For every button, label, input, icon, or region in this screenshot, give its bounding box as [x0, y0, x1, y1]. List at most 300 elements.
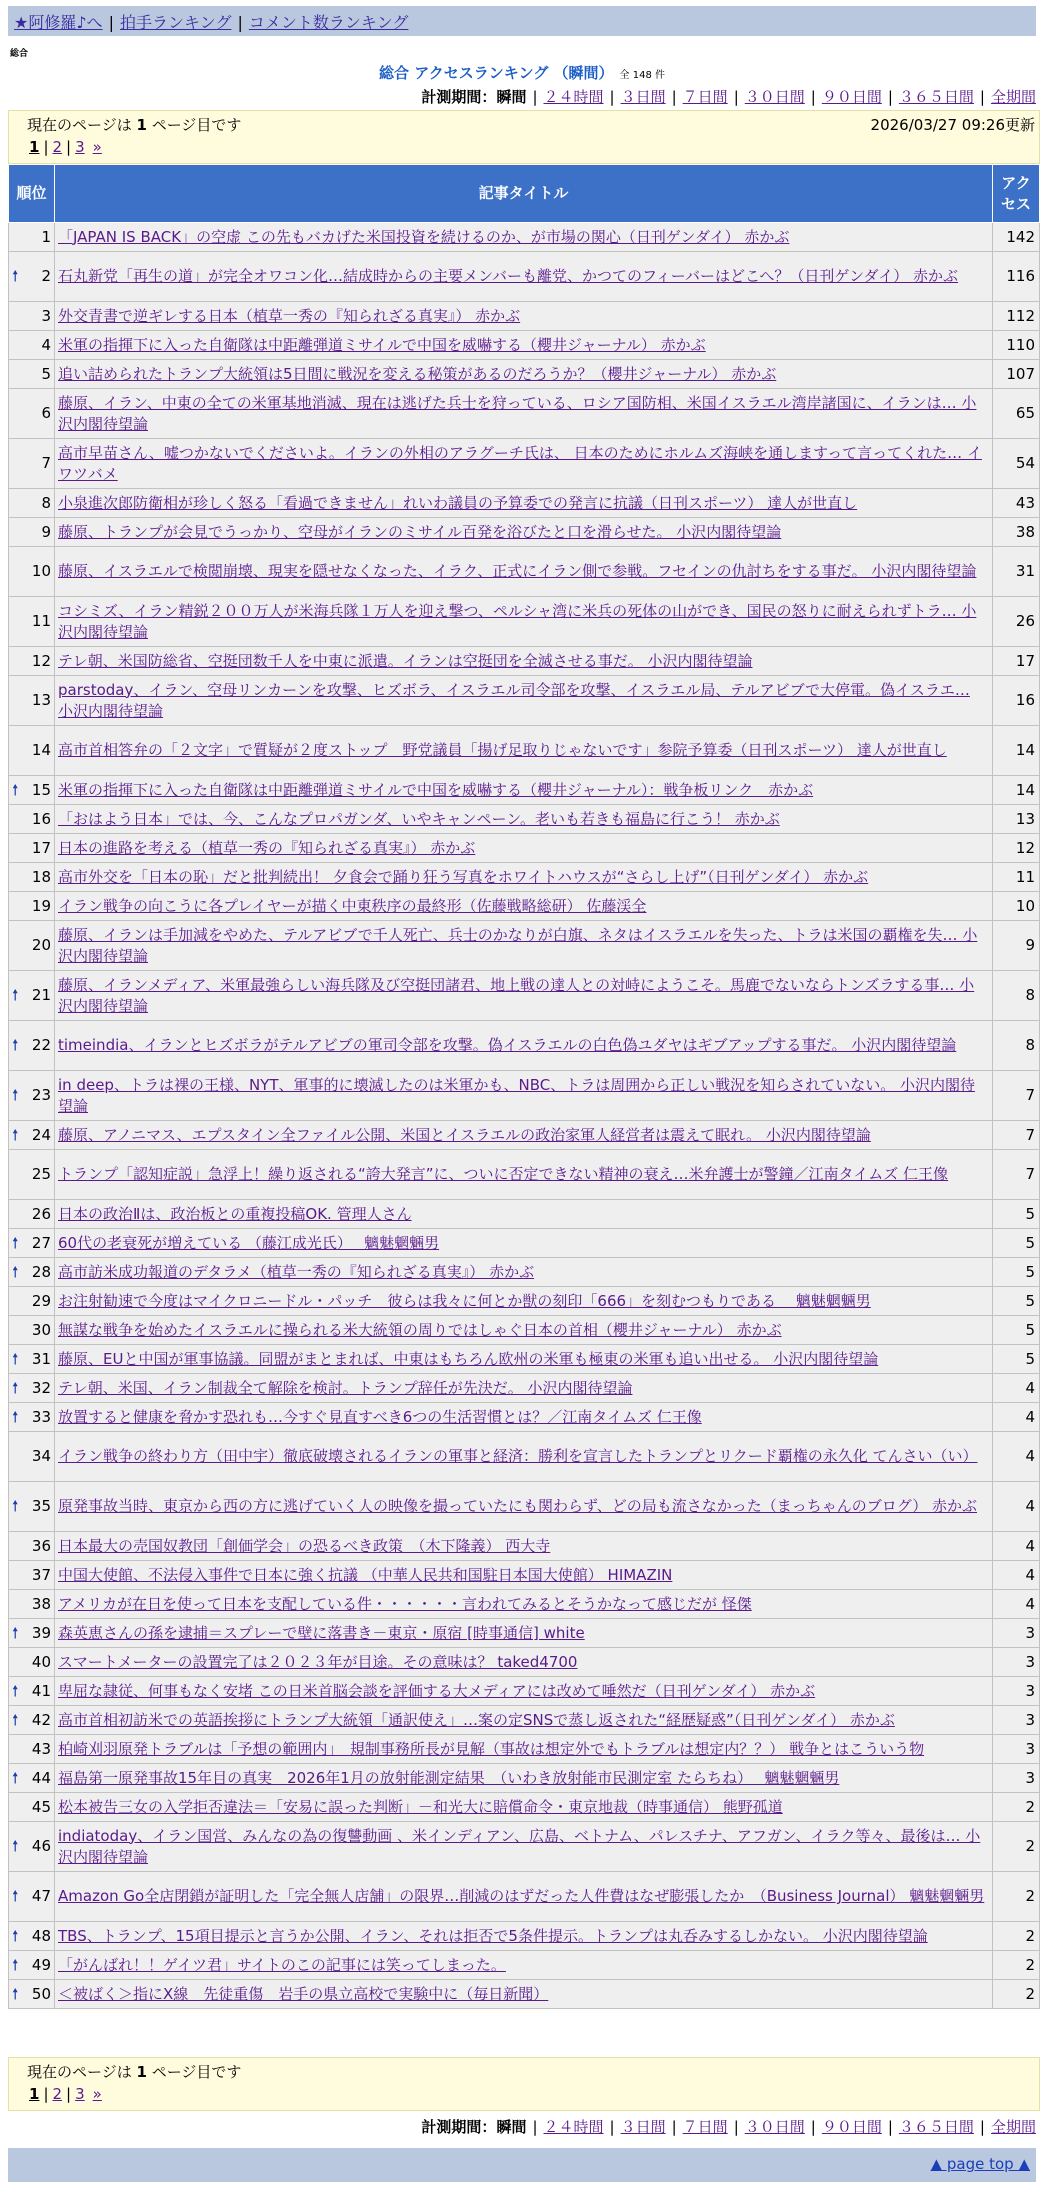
pager-next[interactable]: »: [92, 2085, 102, 2103]
article-link[interactable]: 藤原、イランメディア、米軍最強らしい海兵隊及び空挺団諸君、地上戦の達人との対峙にようこそ。馬鹿でないならトンズラする事… 小沢内閣待望論: [58, 975, 975, 1015]
access-count: 107: [993, 360, 1040, 389]
table-row: [9, 1287, 1040, 1316]
pager-page-3[interactable]: 3: [75, 138, 85, 156]
title-cell: [55, 1482, 993, 1532]
article-link[interactable]: 石丸新党「再生の道」が完全オワコン化…結成時からの主要メンバーも離党、かつてのフィーバーはどこへ？（日刊ゲンダイ） 赤かぶ: [58, 267, 958, 285]
title-cell: [55, 1872, 993, 1922]
period-option-3[interactable]: ７日間: [682, 2118, 728, 2136]
rank-cell: [9, 439, 55, 489]
rank-number: 20: [31, 936, 51, 954]
article-link[interactable]: 藤原、イスラエルで検閲崩壊、現実を隠せなくなった、イラク、正式にイラン側で参戦。フセインの仇討ちをする事だ。 小沢内閣待望論: [58, 562, 977, 580]
rank-number: 39: [31, 1623, 51, 1642]
rank-number: 3: [41, 306, 51, 325]
rank-cell: [9, 921, 55, 971]
period-separator: |: [733, 88, 739, 106]
access-count: 43: [993, 489, 1040, 518]
rank-cell: [9, 1619, 55, 1648]
rank-cell: [9, 1822, 55, 1872]
rank-cell: [9, 1532, 55, 1561]
period-separator: |: [979, 88, 985, 106]
title-cell: [55, 331, 993, 360]
table-row: [9, 726, 1040, 776]
pager-top: [29, 138, 102, 156]
article-link[interactable]: 日本の進路を考える（植草一秀の『知られざる真実』） 赤かぶ: [58, 838, 476, 857]
article-link[interactable]: 外交青書で逆ギレする日本（植草一秀の『知られざる真実』） 赤かぶ: [58, 306, 521, 325]
table-row: [9, 1980, 1040, 2009]
table-row: [9, 1648, 1040, 1677]
table-row: [9, 1200, 1040, 1229]
title-cell: [55, 1735, 993, 1764]
access-count: 31: [993, 547, 1040, 597]
rank-cell: [9, 676, 55, 726]
access-count: 5: [993, 1200, 1040, 1229]
access-count: 14: [993, 726, 1040, 776]
title-cell: [55, 1229, 993, 1258]
period-option-2[interactable]: ３日間: [620, 2118, 666, 2136]
period-selector-bottom: [421, 2116, 1036, 2137]
article-link[interactable]: 60代の老衰死が増えている （藤江成光氏） 魑魅魍魎男: [58, 1233, 440, 1252]
rank-up-arrow-icon: 🠕: [12, 1710, 19, 1729]
access-count: 3: [993, 1735, 1040, 1764]
access-count: 4: [993, 1590, 1040, 1619]
rank-up-arrow-icon: 🠕: [12, 1233, 19, 1252]
access-count: 54: [993, 439, 1040, 489]
article-link[interactable]: 無謀な戦争を始めたイスラエルに操られる米大統領の周りではしゃぐ日本の首相（櫻井ジャーナル） 赤かぶ: [58, 1320, 782, 1339]
article-link[interactable]: Amazon Go全店閉鎖が証明した「完全無人店舗」の限界…削減のはずだった人件費はなぜ膨張したか （Business Journal） 魑魅魍魎男: [58, 1887, 985, 1905]
rank-number: 42: [31, 1710, 51, 1729]
table-row: [9, 331, 1040, 360]
rank-number: 16: [31, 809, 51, 828]
rank-number: 35: [31, 1497, 51, 1515]
rank-cell: [9, 252, 55, 302]
article-link[interactable]: 藤原、EUと中国が軍事協議。同盟がまとまれば、中東はもちろん欧州の米軍も極東の米軍も追い出せる。 小沢内閣待望論: [58, 1349, 879, 1368]
period-label: 計測期間：: [421, 2118, 497, 2136]
table-row: [9, 1071, 1040, 1121]
title-cell: [55, 1071, 993, 1121]
period-current: 瞬間: [496, 2118, 527, 2136]
table-row: [9, 223, 1040, 252]
access-count: 2: [993, 1980, 1040, 2009]
table-row: [9, 547, 1040, 597]
rank-number: 14: [31, 741, 51, 759]
access-count: 7: [993, 1121, 1040, 1150]
period-option-3[interactable]: ７日間: [682, 88, 728, 106]
access-count: 2: [993, 1822, 1040, 1872]
rank-cell: [9, 1648, 55, 1677]
article-link[interactable]: indiatoday、イラン国営、みんなの為の復讐動画 、米インディアン、広島、ベトナム、パレスチナ、アフガン、イラク等々、最後は… 小沢内閣待望論: [58, 1826, 981, 1866]
article-link[interactable]: 高市早苗さん、嘘つかないでくださいよ。イランの外相のアラグーチ氏は、 日本のためにホルムズ海峡を通しますって言ってくれた… イワツバメ: [58, 443, 982, 483]
table-row: [9, 834, 1040, 863]
rank-cell: [9, 1345, 55, 1374]
title-cell: [55, 1200, 993, 1229]
article-link[interactable]: テレ朝、米国、イラン制裁全て解除を検討。トランプ辞任が先決だ。 小沢内閣待望論: [58, 1378, 633, 1397]
rank-cell: [9, 1980, 55, 2009]
access-count: 5: [993, 1258, 1040, 1287]
article-link[interactable]: 米軍の指揮下に入った自衛隊は中距離弾道ミサイルで中国を威嚇する（櫻井ジャーナル）：戦争板リンク 赤かぶ: [58, 780, 814, 799]
article-link[interactable]: 高市首相答弁の「２文字」で質疑が２度ストップ 野党議員「揚げ足取りじゃないです」参院予算委（日刊スポーツ） 達人が世直し: [58, 741, 947, 759]
table-row: [9, 1258, 1040, 1287]
article-link[interactable]: timeindia、イランとヒズボラがテルアビブの軍司令部を攻撃。偽イスラエルの白色偽ユダヤはギブアップする事だ。 小沢内閣待望論: [58, 1036, 957, 1054]
title-cell: [55, 1922, 993, 1951]
col-header-rank: 順位: [9, 165, 55, 223]
title-cell: [55, 1287, 993, 1316]
period-option-6[interactable]: ３６５日間: [898, 88, 974, 106]
rank-number: 27: [31, 1233, 51, 1252]
table-row: [9, 439, 1040, 489]
period-separator: |: [979, 2118, 985, 2136]
rank-number: 15: [31, 780, 51, 799]
title-cell: [55, 547, 993, 597]
article-link[interactable]: 高市首相初訪米での英語挨拶にトランプ大統領「通訳使え」…案の定SNSで蒸し返された“経歴疑惑”（日刊ゲンダイ） 赤かぶ: [58, 1710, 895, 1729]
rank-cell: [9, 518, 55, 547]
article-link[interactable]: イラン戦争の終わり方（田中宇）徹底破壊されるイランの軍事と経済：勝利を宣言したトランプとリクード覇権の永久化 てんさい（い）: [58, 1447, 978, 1465]
title-cell: [55, 1316, 993, 1345]
rank-up-arrow-icon: 🠕: [12, 1887, 19, 1905]
ranking-title: 総合 アクセスランキング （瞬間）: [379, 64, 614, 82]
rank-number: 34: [31, 1447, 51, 1465]
table-header-row: [9, 165, 1040, 223]
access-count: 7: [993, 1150, 1040, 1200]
article-link[interactable]: 「おはよう日本」では、今、こんなプロパガンダ、いやキャンペーン。老いも若きも福島に行こう！ 赤かぶ: [58, 809, 780, 828]
access-count: 7: [993, 1071, 1040, 1121]
table-row: [9, 1316, 1040, 1345]
rank-cell: [9, 805, 55, 834]
article-link[interactable]: 放置すると健康を脅かす恐れも…今すぐ見直すべき6つの生活習慣とは？／江南タイムズ 仁王像: [58, 1407, 702, 1426]
title-cell: [55, 302, 993, 331]
pager-current-page: 1: [29, 2085, 40, 2103]
rank-up-arrow-icon: 🠕: [12, 267, 19, 285]
rank-up-arrow-icon: 🠕: [12, 1768, 19, 1787]
article-link[interactable]: 藤原、トランプが会見でうっかり、空母がイランのミサイル百発を浴びたと口を滑らせた。 小沢内閣待望論: [58, 522, 782, 541]
rank-cell: [9, 597, 55, 647]
rank-cell: [9, 971, 55, 1021]
rank-cell: [9, 1150, 55, 1200]
pager-next[interactable]: »: [92, 138, 102, 156]
period-option-6[interactable]: ３６５日間: [898, 2118, 974, 2136]
article-link[interactable]: 柏崎刈羽原発トラブルは「予想の範囲内」 規制事務所長が見解（事故は想定外でもトラブルは想定内？？） 戦争とはこういう物: [58, 1739, 925, 1758]
article-link[interactable]: 藤原、アノニマス、エプスタイン全ファイル公開、米国とイスラエルの政治家軍人経営者は震えて眠れ。 小沢内閣待望論: [58, 1125, 871, 1144]
rank-up-arrow-icon: 🠕: [12, 1349, 19, 1368]
rank-cell: [9, 223, 55, 252]
rank-up-arrow-icon: 🠕: [12, 1497, 19, 1515]
rank-up-arrow-icon: 🠕: [12, 1407, 19, 1426]
table-row: [9, 776, 1040, 805]
article-link[interactable]: 松本被告三女の入学拒否違法＝「安易に誤った判断」－和光大に賠償命令・東京地裁（時事通信） 熊野孤道: [58, 1797, 783, 1816]
period-option-7[interactable]: 全期間: [990, 88, 1036, 106]
article-link[interactable]: アメリカが在日を使って日本を支配している件・・・・・・言われてみるとそうかなって感じだが 怪傑: [58, 1594, 752, 1613]
col-header-title: 記事タイトル: [55, 165, 993, 223]
rank-cell: [9, 1677, 55, 1706]
period-separator: |: [887, 2118, 893, 2136]
rank-cell: [9, 1200, 55, 1229]
title-cell: [55, 647, 993, 676]
rank-number: 25: [31, 1165, 51, 1183]
article-link[interactable]: 中国大使館、不法侵入事件で日本に強く抗議 （中華人民共和国駐日本国大使館） HIMAZIN: [58, 1565, 673, 1584]
pager-page-2[interactable]: 2: [52, 2085, 63, 2103]
title-cell: [55, 1793, 993, 1822]
page-info-text: [27, 114, 241, 135]
rank-number: 33: [31, 1407, 51, 1426]
article-link[interactable]: 日本の政治Ⅱは、政治板との重複投稿OK. 管理人さん: [58, 1204, 412, 1223]
access-count: 5: [993, 1316, 1040, 1345]
table-row: [9, 1951, 1040, 1980]
article-link[interactable]: 原発事故当時、東京から西の方に逃げていく人の映像を撮っていたにも関わらず、どの局も流さなかった（まっちゃんのブログ） 赤かぶ: [58, 1497, 978, 1515]
total-count: 全 148 件: [619, 70, 665, 81]
rank-up-arrow-icon: 🠕: [12, 1837, 19, 1855]
table-row: [9, 1735, 1040, 1764]
title-cell: [55, 1648, 993, 1677]
title-cell: [55, 1951, 993, 1980]
period-option-1[interactable]: ２４時間: [543, 88, 604, 106]
period-option-1[interactable]: ２４時間: [543, 2118, 604, 2136]
article-link[interactable]: トランプ「認知症説」急浮上！繰り返される“誇大発言”に、ついに否定できない精神の衰え…米弁護士が警鐘／江南タイムズ 仁王像: [58, 1165, 949, 1183]
rank-number: 28: [31, 1262, 51, 1281]
rank-cell: [9, 331, 55, 360]
page-top-link[interactable]: ▲ page top ▲: [930, 2155, 1030, 2173]
title-cell: [55, 1374, 993, 1403]
article-link[interactable]: 福島第一原発事故15年目の真実 2026年1月の放射能測定結果 （いわき放射能市民測定室 たらちね） 魑魅魍魎男: [58, 1768, 840, 1787]
article-link[interactable]: 追い詰められたトランプ大統領は5日間に戦況を変える秘策があるのだろうか？（櫻井ジャーナル） 赤かぶ: [58, 364, 777, 383]
rank-number: 9: [41, 522, 51, 541]
rank-number: 23: [31, 1086, 51, 1104]
home-link[interactable]: ★阿修羅♪へ: [14, 13, 103, 32]
rank-up-arrow-icon: 🠕: [12, 1378, 19, 1397]
article-link[interactable]: テレ朝、米国防総省、空挺団数千人を中東に派遣。イランは空挺団を全滅させる事だ。 小沢内閣待望論: [58, 651, 753, 670]
ranking-table-body: [9, 223, 1040, 2009]
pager-current-page: 1: [29, 138, 40, 156]
rank-cell: [9, 776, 55, 805]
access-count: 2: [993, 1951, 1040, 1980]
access-count: 13: [993, 805, 1040, 834]
col-header-access: アクセス: [993, 165, 1040, 223]
title-cell: [55, 676, 993, 726]
title-cell: [55, 1258, 993, 1287]
access-count: 2: [993, 1872, 1040, 1922]
rank-number: 18: [31, 867, 51, 886]
top-nav-bar: [8, 6, 1036, 36]
rank-cell: [9, 1482, 55, 1532]
access-count: 4: [993, 1403, 1040, 1432]
access-count: 142: [993, 223, 1040, 252]
table-row: [9, 1922, 1040, 1951]
period-separator: |: [532, 2118, 538, 2136]
table-row: [9, 1121, 1040, 1150]
article-link[interactable]: ＜被ばく＞指にX線 先徒重傷 岩手の県立高校で実験中に（毎日新聞）: [58, 1984, 549, 2003]
table-row: [9, 1706, 1040, 1735]
title-cell: [55, 489, 993, 518]
access-count: 26: [993, 597, 1040, 647]
table-row: [9, 360, 1040, 389]
rank-number: 1: [41, 227, 51, 246]
rank-number: 13: [31, 691, 51, 709]
rank-cell: [9, 1764, 55, 1793]
table-row: [9, 1532, 1040, 1561]
rank-number: 17: [31, 838, 51, 857]
rank-up-arrow-icon: 🠕: [12, 986, 19, 1004]
title-cell: [55, 1021, 993, 1071]
rank-cell: [9, 1561, 55, 1590]
access-count: 2: [993, 1922, 1040, 1951]
article-link[interactable]: parstoday、イラン、空母リンカーンを攻撃、ヒズボラ、イスラエル司令部を攻撃、イスラエル局、テルアビブで大停電。偽イスラエ… 小沢内閣待望論: [58, 680, 970, 720]
title-cell: [55, 776, 993, 805]
title-cell: [55, 223, 993, 252]
article-link[interactable]: in deep、トラは裸の王様、NYT、軍事的に壊滅したのは米軍かも、NBC、トラは周囲から正しい戦況を知らされていない。 小沢内閣待望論: [58, 1075, 975, 1115]
period-option-2[interactable]: ３日間: [620, 88, 666, 106]
clap-ranking-link[interactable]: 拍手ランキング: [119, 13, 232, 32]
rank-cell: [9, 1922, 55, 1951]
current-page-number: 1: [136, 116, 147, 134]
rank-up-arrow-icon: 🠕: [12, 1681, 19, 1700]
article-link[interactable]: お注射勧速で今度はマイクロニードル・パッチ 彼らは我々に何とか獣の刻印「666」を刻むつもりである 魑魅魍魎男: [58, 1291, 871, 1310]
updated-timestamp: 2026/03/27 09:26更新: [870, 116, 1035, 134]
table-row: [9, 597, 1040, 647]
title-cell: [55, 863, 993, 892]
table-row: [9, 1677, 1040, 1706]
rank-cell: [9, 1872, 55, 1922]
nav-separator: |: [108, 13, 114, 32]
table-row: [9, 302, 1040, 331]
table-row: [9, 971, 1040, 1021]
rank-number: 48: [31, 1926, 51, 1945]
access-count: 14: [993, 776, 1040, 805]
article-link[interactable]: 米軍の指揮下に入った自衛隊は中距離弾道ミサイルで中国を威嚇する（櫻井ジャーナル） 赤かぶ: [58, 335, 706, 354]
article-link[interactable]: TBS、トランプ、15項目提示と言うか公開、イラン、それは拒否で5条件提示。トランプは丸呑みするしかない。 小沢内閣待望論: [58, 1926, 928, 1945]
rank-number: 41: [31, 1681, 51, 1700]
title-cell: [55, 1619, 993, 1648]
rank-number: 30: [31, 1320, 51, 1339]
access-count: 65: [993, 389, 1040, 439]
period-option-7[interactable]: 全期間: [990, 2118, 1036, 2136]
rank-number: 46: [31, 1837, 51, 1855]
rank-number: 44: [31, 1768, 51, 1787]
period-option-4[interactable]: ３０日間: [744, 88, 805, 106]
page-info-text: [27, 2061, 241, 2082]
access-count: 8: [993, 1021, 1040, 1071]
table-row: [9, 489, 1040, 518]
period-separator: |: [671, 2118, 677, 2136]
table-row: [9, 252, 1040, 302]
rank-up-arrow-icon: 🠕: [12, 1955, 19, 1974]
title-cell: [55, 1432, 993, 1482]
article-link[interactable]: 森英恵さんの孫を逮捕＝スプレーで壁に落書き－東京・原宿 [時事通信] white: [58, 1623, 585, 1642]
period-selector-top: [421, 86, 1036, 107]
title-cell: [55, 892, 993, 921]
access-count: 9: [993, 921, 1040, 971]
article-link[interactable]: コシミズ、イラン精鋭２００万人が米海兵隊１万人を迎え撃つ、ペルシャ湾に米兵の死体の山ができ、国民の怒りに耐えられずトラ… 小沢内閣待望論: [58, 601, 977, 641]
pager-page-2[interactable]: 2: [52, 138, 63, 156]
access-count: 3: [993, 1706, 1040, 1735]
table-row: [9, 1590, 1040, 1619]
table-row: [9, 676, 1040, 726]
title-cell: [55, 921, 993, 971]
pager-bottom: [29, 2085, 102, 2103]
title-cell: [55, 518, 993, 547]
rank-cell: [9, 1432, 55, 1482]
access-count: 11: [993, 863, 1040, 892]
article-link[interactable]: 高市外交を「日本の恥」だと批判続出！ 夕食会で踊り狂う写真をホワイトハウスが“さらし上げ”（日刊ゲンダイ） 赤かぶ: [58, 867, 869, 886]
rank-number: 5: [41, 364, 51, 383]
article-link[interactable]: 藤原、イランは手加減をやめた、テルアビブで千人死亡、兵士のかなりが白旗、ネタはイスラエルを失った、トラは米国の覇権を失… 小沢内閣待望論: [58, 925, 978, 965]
period-option-5[interactable]: ９０日間: [821, 88, 882, 106]
rank-number: 8: [41, 493, 51, 512]
rank-number: 10: [31, 562, 51, 580]
access-count: 110: [993, 331, 1040, 360]
rank-number: 11: [31, 612, 51, 630]
rank-number: 45: [31, 1797, 51, 1816]
rank-number: 40: [31, 1652, 51, 1671]
table-row: [9, 1345, 1040, 1374]
rank-cell: [9, 1121, 55, 1150]
rank-number: 4: [41, 335, 51, 354]
article-link[interactable]: 藤原、イラン、中東の全ての米軍基地消滅、現在は逃げた兵士を狩っている、ロシア国防相、米国イスラエル湾岸諸国に、イランは… 小沢内閣待望論: [58, 393, 977, 433]
article-link[interactable]: 「JAPAN IS BACK」の空虚 この先もバカげた米国投資を続けるのか、が市場の関心（日刊ゲンダイ） 赤かぶ: [58, 227, 790, 246]
article-link[interactable]: 「がんばれ！！ゲイツ君」サイトのこの記事には笑ってしまった。: [58, 1955, 506, 1974]
table-row: [9, 1822, 1040, 1872]
ranking-table: [8, 164, 1040, 2009]
rank-cell: [9, 1258, 55, 1287]
table-row: [9, 1619, 1040, 1648]
article-link[interactable]: イラン戦争の向こうに各プレイヤーが描く中東秩序の最終形（佐藤戦略総研） 佐藤渓全: [58, 896, 647, 915]
title-cell: [55, 805, 993, 834]
section-label: 総合: [10, 49, 29, 59]
article-link[interactable]: 小泉進次郎防衛相が珍しく怒る「看過できません」れいわ議員の予算委での発言に抗議（日刊スポーツ） 達人が世直し: [58, 493, 858, 512]
period-option-4[interactable]: ３０日間: [744, 2118, 805, 2136]
rank-cell: [9, 892, 55, 921]
period-separator: |: [810, 88, 816, 106]
rank-cell: [9, 1374, 55, 1403]
rank-cell: [9, 547, 55, 597]
rank-cell: [9, 1071, 55, 1121]
rank-cell: [9, 1735, 55, 1764]
period-separator: |: [810, 2118, 816, 2136]
period-option-5[interactable]: ９０日間: [821, 2118, 882, 2136]
pager-separator: |: [66, 2085, 72, 2103]
table-row: [9, 1403, 1040, 1432]
rank-cell: [9, 834, 55, 863]
period-current: 瞬間: [496, 88, 527, 106]
article-link[interactable]: 日本最大の売国奴教団「創価学会」の恐るべき政策 （木下隆義） 西大寺: [58, 1536, 551, 1555]
access-count: 17: [993, 647, 1040, 676]
comment-ranking-link[interactable]: コメント数ランキング: [248, 13, 409, 32]
rank-number: 21: [31, 986, 51, 1004]
table-row: [9, 1374, 1040, 1403]
table-row: [9, 647, 1040, 676]
article-link[interactable]: 卑屈な隷従、何事もなく安堵 この日米首脳会談を評価する大メディアには改めて唾然だ（日刊ゲンダイ） 赤かぶ: [58, 1681, 816, 1700]
rank-cell: [9, 389, 55, 439]
title-cell: [55, 834, 993, 863]
table-row: [9, 1021, 1040, 1071]
title-cell: [55, 1706, 993, 1735]
rank-number: 29: [31, 1291, 51, 1310]
title-cell: [55, 726, 993, 776]
pager-page-3[interactable]: 3: [75, 2085, 85, 2103]
title-cell: [55, 1121, 993, 1150]
rank-number: 50: [31, 1984, 51, 2003]
article-link[interactable]: 高市訪米成功報道のデタラメ（植草一秀の『知られざる真実』） 赤かぶ: [58, 1262, 535, 1281]
access-count: 4: [993, 1532, 1040, 1561]
page-info-box-bottom: [8, 2057, 1040, 2111]
table-row: [9, 1432, 1040, 1482]
period-separator: |: [733, 2118, 739, 2136]
rank-number: 31: [31, 1349, 51, 1368]
nav-separator: |: [237, 13, 243, 32]
title-cell: [55, 1403, 993, 1432]
rank-cell: [9, 1951, 55, 1980]
access-count: 38: [993, 518, 1040, 547]
table-row: [9, 1764, 1040, 1793]
period-separator: |: [532, 88, 538, 106]
article-link[interactable]: スマートメーターの設置完了は２０２３年が目途。その意味は？ taked4700: [58, 1652, 578, 1671]
